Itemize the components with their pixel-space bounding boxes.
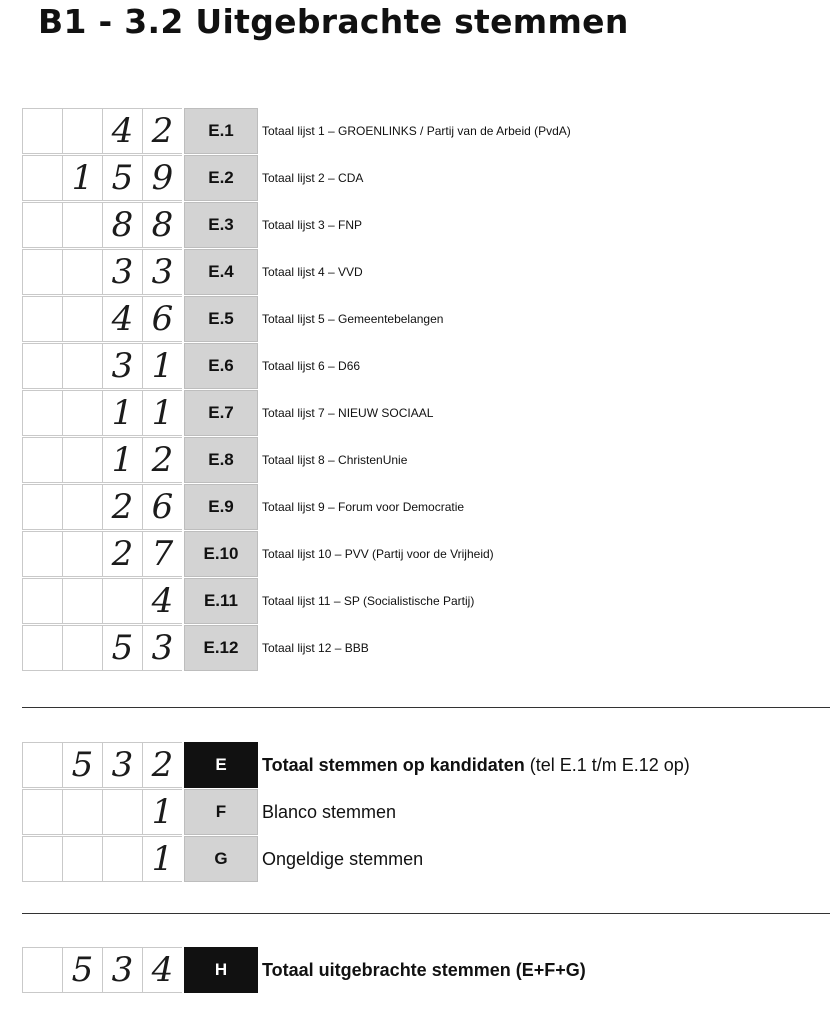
row-label: Totaal lijst 3 – FNP bbox=[262, 218, 363, 232]
digit-cell[interactable] bbox=[62, 343, 102, 389]
digit-cells bbox=[22, 836, 184, 882]
row-code: E.5 bbox=[184, 296, 258, 342]
digit-cell[interactable]: 2 bbox=[102, 484, 142, 530]
digit-cell[interactable]: 6 bbox=[142, 296, 182, 342]
digit-cell[interactable]: 2 bbox=[142, 742, 182, 788]
row-label: Totaal lijst 6 – D66 bbox=[262, 359, 361, 373]
digit-cells bbox=[22, 202, 184, 248]
row-label: Totaal lijst 1 – GROENLINKS / Partij van de Arbeid (PvdA) bbox=[262, 124, 571, 138]
row-label bbox=[262, 947, 586, 993]
digit-cells bbox=[22, 789, 184, 835]
row-label: Totaal lijst 4 – VVD bbox=[262, 265, 363, 279]
row-code: E.8 bbox=[184, 437, 258, 483]
digit-cell[interactable]: 8 bbox=[142, 202, 182, 248]
divider bbox=[22, 913, 830, 914]
digit-cell[interactable] bbox=[62, 578, 102, 624]
row-label-bold: Totaal uitgebrachte stemmen (E+F+G) bbox=[262, 959, 586, 980]
digit-cell[interactable]: 4 bbox=[142, 578, 182, 624]
row-code: E.7 bbox=[184, 390, 258, 436]
digit-cell[interactable]: 3 bbox=[102, 742, 142, 788]
digit-cell[interactable] bbox=[22, 836, 62, 882]
row-label: Totaal lijst 7 – NIEUW SOCIAAL bbox=[262, 406, 434, 420]
digit-cell[interactable] bbox=[22, 742, 62, 788]
row-code: E.6 bbox=[184, 343, 258, 389]
digit-cell[interactable] bbox=[22, 202, 62, 248]
digit-cell[interactable]: 6 bbox=[142, 484, 182, 530]
digit-cell[interactable]: 2 bbox=[102, 531, 142, 577]
digit-cell[interactable] bbox=[22, 947, 62, 993]
digit-cell[interactable] bbox=[22, 484, 62, 530]
digit-cell[interactable]: 4 bbox=[102, 296, 142, 342]
digit-cells bbox=[22, 531, 184, 577]
row-code: E.2 bbox=[184, 155, 258, 201]
digit-cell[interactable]: 9 bbox=[142, 155, 182, 201]
digit-cell[interactable]: 5 bbox=[62, 947, 102, 993]
digit-cell[interactable] bbox=[22, 625, 62, 671]
digit-cell[interactable]: 3 bbox=[142, 625, 182, 671]
digit-cell[interactable] bbox=[22, 249, 62, 295]
digit-cell[interactable] bbox=[22, 789, 62, 835]
row-label: Totaal lijst 10 – PVV (Partij voor de Vrijheid) bbox=[262, 547, 494, 561]
digit-cell[interactable]: 4 bbox=[102, 108, 142, 154]
digit-cell[interactable] bbox=[22, 155, 62, 201]
digit-cell[interactable]: 1 bbox=[142, 390, 182, 436]
row-code: H bbox=[184, 947, 258, 993]
digit-cell[interactable]: 7 bbox=[142, 531, 182, 577]
digit-cells bbox=[22, 108, 184, 154]
digit-cell[interactable] bbox=[62, 437, 102, 483]
digit-cell[interactable]: 2 bbox=[142, 108, 182, 154]
digit-cells bbox=[22, 947, 184, 993]
digit-cell[interactable]: 8 bbox=[102, 202, 142, 248]
digit-cell[interactable] bbox=[102, 789, 142, 835]
digit-cells bbox=[22, 390, 184, 436]
digit-cell[interactable] bbox=[22, 578, 62, 624]
digit-cell[interactable] bbox=[62, 531, 102, 577]
digit-cell[interactable]: 1 bbox=[142, 789, 182, 835]
digit-cell[interactable]: 5 bbox=[102, 155, 142, 201]
digit-cell[interactable] bbox=[62, 296, 102, 342]
digit-cell[interactable] bbox=[22, 296, 62, 342]
digit-cells bbox=[22, 343, 184, 389]
row-label-bold: Totaal stemmen op kandidaten bbox=[262, 754, 525, 775]
digit-cell[interactable] bbox=[62, 390, 102, 436]
digit-cell[interactable]: 5 bbox=[62, 742, 102, 788]
digit-cells bbox=[22, 155, 184, 201]
digit-cell[interactable] bbox=[62, 484, 102, 530]
digit-cell[interactable]: 3 bbox=[102, 947, 142, 993]
row-code: E.1 bbox=[184, 108, 258, 154]
row-label bbox=[262, 789, 396, 835]
row-code: F bbox=[184, 789, 258, 835]
digit-cell[interactable] bbox=[22, 108, 62, 154]
row-label: Totaal lijst 8 – ChristenUnie bbox=[262, 453, 408, 467]
row-code: E.9 bbox=[184, 484, 258, 530]
digit-cells bbox=[22, 578, 184, 624]
digit-cell[interactable] bbox=[22, 343, 62, 389]
row-label-rest: Ongeldige stemmen bbox=[262, 848, 424, 869]
digit-cell[interactable] bbox=[102, 578, 142, 624]
digit-cell[interactable] bbox=[22, 531, 62, 577]
digit-cell[interactable]: 1 bbox=[142, 343, 182, 389]
digit-cell[interactable] bbox=[62, 836, 102, 882]
row-code: E.3 bbox=[184, 202, 258, 248]
digit-cells bbox=[22, 625, 184, 671]
digit-cell[interactable] bbox=[22, 390, 62, 436]
digit-cell[interactable]: 1 bbox=[62, 155, 102, 201]
digit-cells bbox=[22, 484, 184, 530]
row-label: Totaal lijst 5 – Gemeentebelangen bbox=[262, 312, 444, 326]
digit-cell[interactable] bbox=[102, 836, 142, 882]
row-code: E.11 bbox=[184, 578, 258, 624]
digit-cell[interactable]: 3 bbox=[142, 249, 182, 295]
row-label-rest: (tel E.1 t/m E.12 op) bbox=[524, 754, 690, 775]
row-label: Totaal lijst 9 – Forum voor Democratie bbox=[262, 500, 465, 514]
digit-cell[interactable]: 3 bbox=[102, 249, 142, 295]
row-code: E.12 bbox=[184, 625, 258, 671]
digit-cell[interactable] bbox=[62, 625, 102, 671]
digit-cells bbox=[22, 249, 184, 295]
digit-cell[interactable] bbox=[62, 108, 102, 154]
digit-cells bbox=[22, 296, 184, 342]
digit-cell[interactable] bbox=[62, 202, 102, 248]
row-code: E.10 bbox=[184, 531, 258, 577]
digit-cell[interactable]: 4 bbox=[142, 947, 182, 993]
row-label: Totaal lijst 2 – CDA bbox=[262, 171, 364, 185]
divider bbox=[22, 707, 830, 708]
row-label bbox=[262, 836, 423, 882]
digit-cell[interactable] bbox=[62, 249, 102, 295]
row-code: E bbox=[184, 742, 258, 788]
digit-cell[interactable]: 5 bbox=[102, 625, 142, 671]
row-code: E.4 bbox=[184, 249, 258, 295]
digit-cell[interactable]: 3 bbox=[102, 343, 142, 389]
digit-cell[interactable]: 2 bbox=[142, 437, 182, 483]
row-label-rest: Blanco stemmen bbox=[262, 801, 397, 822]
page-title: B1 - 3.2 Uitgebrachte stemmen bbox=[38, 2, 629, 41]
row-code: G bbox=[184, 836, 258, 882]
digit-cells bbox=[22, 437, 184, 483]
row-label: Totaal lijst 12 – BBB bbox=[262, 641, 369, 655]
digit-cells bbox=[22, 742, 184, 788]
row-label bbox=[262, 742, 690, 788]
digit-cell[interactable] bbox=[22, 437, 62, 483]
digit-cell[interactable]: 1 bbox=[102, 437, 142, 483]
digit-cell[interactable]: 1 bbox=[142, 836, 182, 882]
row-label: Totaal lijst 11 – SP (Socialistische Partij) bbox=[262, 594, 475, 608]
digit-cell[interactable]: 1 bbox=[102, 390, 142, 436]
digit-cell[interactable] bbox=[62, 789, 102, 835]
